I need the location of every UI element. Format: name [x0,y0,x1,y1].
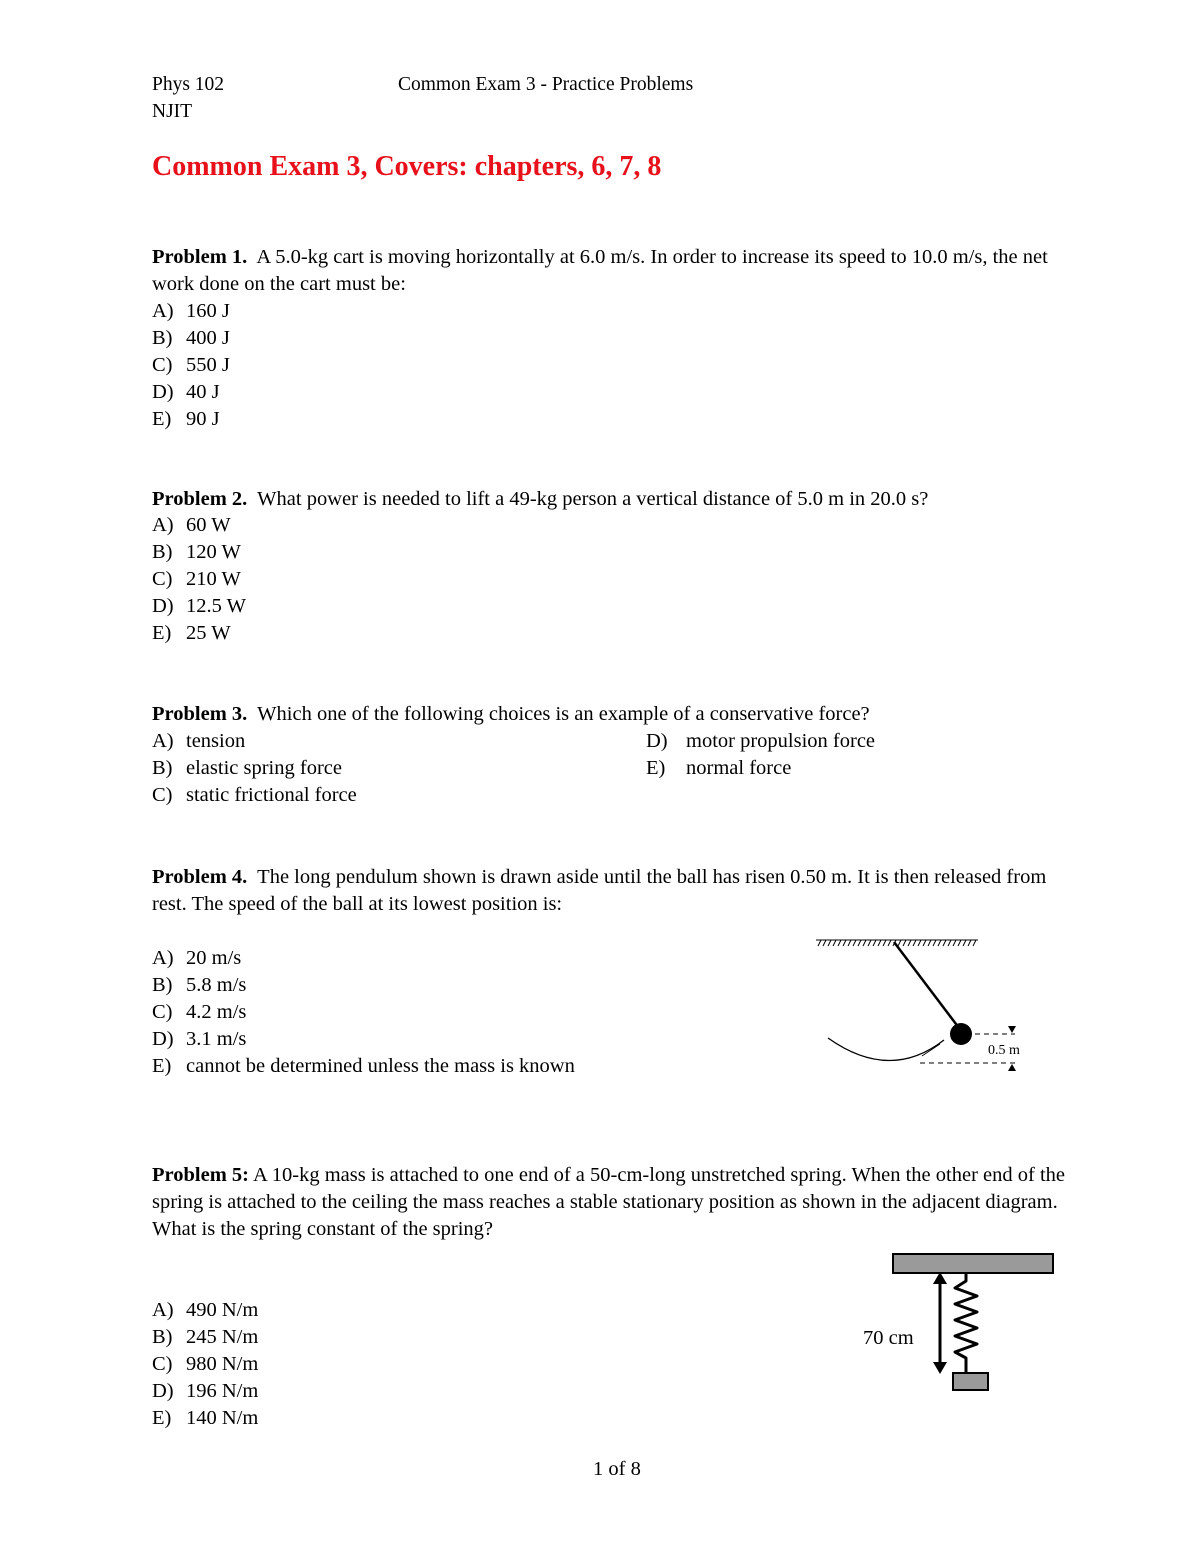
option [152,593,246,620]
hatch-mark [968,940,971,946]
option-letter: B) [152,974,173,996]
option-letter: E) [152,408,172,430]
option [152,298,230,325]
hatch-mark [918,940,921,946]
problem-3-text: Which one of the following choices is an example of a conservative force? [257,703,870,725]
option [152,620,246,647]
hatch-mark [833,940,836,946]
hatch-mark [948,940,951,946]
option-letter: A) [152,1299,174,1321]
hanging-mass [953,1373,988,1390]
option [152,1378,258,1405]
option [152,755,357,782]
option-letter: A) [152,947,174,969]
option [152,539,246,566]
option [152,782,357,809]
problem-4-options [152,945,575,1080]
hatch-mark [873,940,876,946]
option-letter: B) [152,757,173,779]
option-text: tension [186,730,246,752]
option-letter: B) [152,541,173,563]
option-letter: D) [152,1028,174,1050]
hatch-mark [963,940,966,946]
option-text: 120 W [186,541,241,563]
pendulum-diagram [810,930,1040,1080]
option-letter: C) [152,1353,173,1375]
problem-1-text: A 5.0-kg cart is moving horizontally at 6.0 m/s. In order to increase its speed to 10.0 m/s, the net work done on the cart must be: [152,246,1048,295]
option-text: normal force [686,757,792,779]
hatch-mark [943,940,946,946]
spring-coil [955,1273,977,1373]
hatch-mark [878,940,881,946]
problem-4-label: Problem 4. [152,866,248,888]
option-text: 210 W [186,568,241,590]
option-letter: B) [152,1326,173,1348]
option-text: 400 J [186,327,230,349]
problem-2-question [152,486,1072,513]
option-text: 4.2 m/s [186,1001,247,1023]
dimension-arrow-bottom [1008,1064,1016,1071]
document-title: Common Exam 3 - Practice Problems [398,74,694,95]
option-letter: D) [152,595,174,617]
hatch-mark [933,940,936,946]
option-text: 60 W [186,514,231,536]
option-text: 3.1 m/s [186,1028,247,1050]
hatch-mark [958,940,961,946]
option-letter: A) [152,300,174,322]
option-text: 490 N/m [186,1299,259,1321]
option [152,728,357,755]
problem-4-text: The long pendulum shown is drawn aside until the ball has risen 0.50 m. It is then released from rest. The speed of the ball at its lowest position is: [152,866,1047,915]
problem-5-question [152,1162,1072,1243]
pendulum-ball [950,1023,972,1045]
option-text: cannot be determined unless the mass is known [186,1055,575,1077]
problem-3-label: Problem 3. [152,703,248,725]
hatch-mark [973,940,976,946]
pendulum-string [894,942,959,1028]
option-letter: C) [152,568,173,590]
option-text: 160 J [186,300,230,322]
option [152,945,575,972]
hatch-mark [823,940,826,946]
swing-arc [828,1038,944,1061]
option-text: 140 N/m [186,1407,259,1429]
option-text: 12.5 W [186,595,246,617]
hatch-mark [848,940,851,946]
option-text: 5.8 m/s [186,974,247,996]
option-letter: C) [152,354,173,376]
option-text: 90 J [186,408,220,430]
hatch-mark [888,940,891,946]
option-letter: E) [152,1055,172,1077]
school-name: NJIT [152,101,193,122]
option-text: static frictional force [186,784,357,806]
option [152,1324,258,1351]
option [152,325,230,352]
option [152,1297,258,1324]
option [152,352,230,379]
page-title: Common Exam 3, Covers: chapters, 6, 7, 8 [152,151,662,182]
dimension-arrow-top [1008,1026,1016,1033]
option-letter: C) [152,784,173,806]
option-text: 980 N/m [186,1353,259,1375]
option-letter: A) [152,730,174,752]
option-text: 245 N/m [186,1326,259,1348]
hatch-mark [863,940,866,946]
option-text: elastic spring force [186,757,342,779]
option-letter: E) [152,622,172,644]
height-label: 0.5 m [988,1043,1020,1058]
option [152,972,575,999]
problem-1-question [152,244,1072,298]
problem-2-text: What power is needed to lift a 49-kg person a vertical distance of 5.0 m in 20.0 s? [257,488,929,510]
option [152,379,230,406]
hatch-mark [938,940,941,946]
option [152,512,246,539]
hatch-mark [928,940,931,946]
problem-3-options-left [152,728,357,809]
spring-length-label: 70 cm [863,1327,914,1349]
problem-3-options-right [646,728,875,782]
option [646,728,875,755]
option [152,566,246,593]
course-name: Phys 102 [152,74,225,95]
hatch-mark [818,940,821,946]
option [152,1026,575,1053]
option-text: 20 m/s [186,947,242,969]
option-text: motor propulsion force [686,730,876,752]
problem-5-options [152,1297,258,1432]
option-text: 196 N/m [186,1380,259,1402]
hatch-mark [898,940,901,946]
option-letter: D) [646,730,668,752]
hatch-mark [908,940,911,946]
option-letter: E) [646,757,666,779]
length-arrow-bottom [933,1362,947,1374]
problem-5-label: Problem 5: [152,1164,249,1186]
option-text: 40 J [186,381,220,403]
option-letter: A) [152,514,174,536]
ceiling-block [893,1254,1053,1273]
hatch-mark [828,940,831,946]
option-letter: D) [152,1380,174,1402]
hatch-mark [858,940,861,946]
option-text: 550 J [186,354,230,376]
option [152,999,575,1026]
hatch-mark [853,940,856,946]
swing-arrow [922,1044,940,1056]
hatch-mark [883,940,886,946]
hatch-mark [913,940,916,946]
problem-4-question [152,864,1072,918]
spring-diagram [855,1248,1065,1396]
problem-1-label: Problem 1. [152,246,248,268]
problem-2-label: Problem 2. [152,488,248,510]
option-text: 25 W [186,622,231,644]
option [152,1053,575,1080]
page-number: 1 of 8 [593,1458,641,1480]
option-letter: C) [152,1001,173,1023]
hatch-mark [903,940,906,946]
option [152,406,230,433]
option-letter: E) [152,1407,172,1429]
hatch-mark [838,940,841,946]
option-letter: D) [152,381,174,403]
problem-2-options [152,512,246,647]
hatch-mark [843,940,846,946]
hatch-mark [868,940,871,946]
problem-1-options [152,298,230,433]
option [152,1351,258,1378]
problem-5-text: A 10-kg mass is attached to one end of a 50-cm-long unstretched spring. When the other end of the spring is attached to the ceiling the mass reaches a stable stationary position as shown in the adjacent diagram. What is the spring constant of the spring? [152,1164,1065,1240]
option-letter: B) [152,327,173,349]
hatch-mark [923,940,926,946]
option [646,755,875,782]
problem-3-question [152,701,1072,728]
option [152,1405,258,1432]
hatch-mark [953,940,956,946]
